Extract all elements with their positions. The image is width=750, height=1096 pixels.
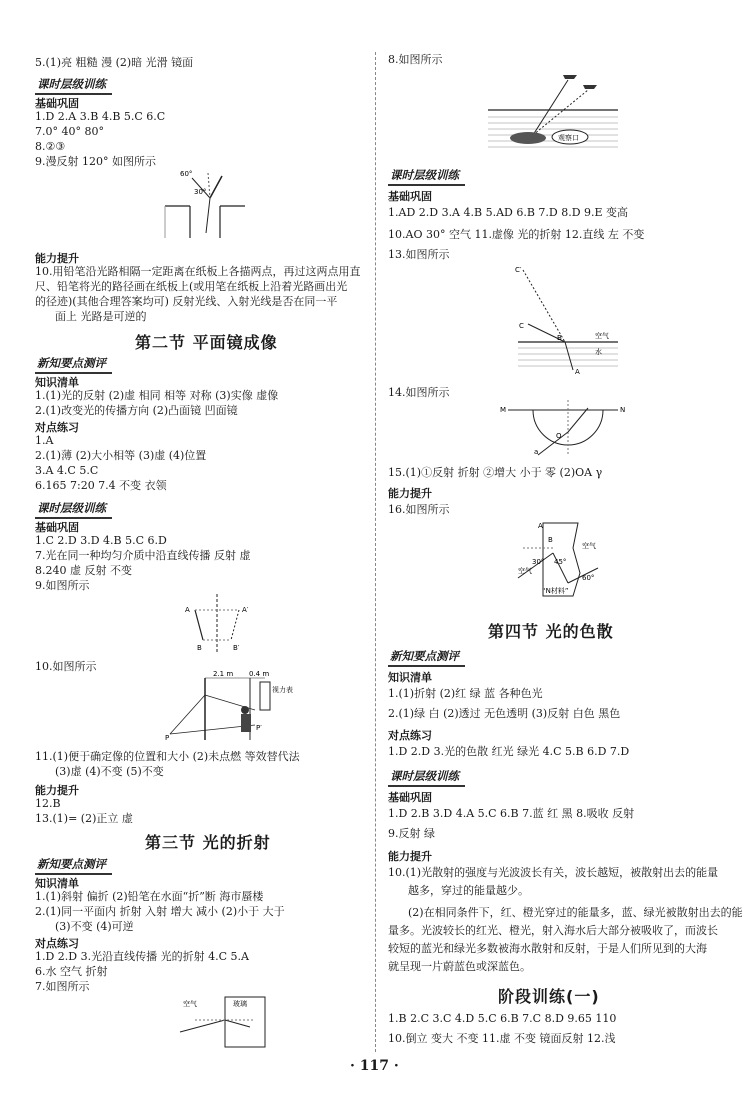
subsection-title: 能力提升	[388, 487, 432, 500]
answer-line: 2.(1)绿 白 (2)透过 无色透明 (3)反射 白色 黑色	[388, 707, 621, 720]
figure-label: 空气	[518, 567, 532, 575]
answer-line: 12.B	[35, 797, 61, 810]
figure-label: 视力表	[272, 686, 293, 694]
subsection-title: 能力提升	[35, 252, 79, 265]
answer-line: 面上 光路是可逆的	[55, 310, 147, 323]
subsection-title: 能力提升	[35, 784, 79, 797]
column-divider	[375, 52, 376, 1052]
answer-line: 8.如图所示	[388, 53, 443, 66]
answer-line: 1.D 2.D 3.光的色散 红光 绿光 4.C 5.B 6.D 7.D	[388, 745, 630, 758]
chapter-title: 第四节 光的色散	[488, 622, 614, 641]
figure-label: 60°	[582, 574, 595, 582]
figure-label: C	[519, 322, 524, 330]
section-header: 新知要点测评	[388, 648, 465, 667]
answer-line: 15.(1)①反射 折射 ②增大 小于 零 (2)OA γ	[388, 466, 603, 479]
figure-label: 2.1 m	[213, 670, 234, 678]
answer-line: 2.(1)改变光的传播方向 (2)凸面镜 凹面镜	[35, 404, 238, 417]
figure-label: B	[197, 644, 202, 652]
subsection-title: 对点练习	[35, 937, 79, 950]
figure-label: C′	[515, 266, 522, 274]
answer-line: 10.如图所示	[35, 660, 97, 673]
answer-line: 13.(1)= (2)正立 虚	[35, 812, 133, 825]
figure-label: 观察口	[558, 134, 579, 142]
answer-line: 1.A	[35, 434, 54, 447]
figure-label: 水	[595, 348, 602, 356]
figure-label: A	[185, 606, 190, 614]
figure-label: 空气	[582, 542, 596, 550]
figure-label: B	[557, 334, 562, 342]
figure-label: 空气	[183, 1000, 197, 1008]
subsection-title: 对点练习	[35, 421, 79, 434]
answer-line: 9.如图所示	[35, 579, 90, 592]
answer-line: 的径迹)(其他合理答案均可) 反射光线、入射光线是否在同一平	[35, 295, 338, 308]
answer-line: 1.D 2.D 3.光沿直线传播 光的折射 4.C 5.A	[35, 950, 249, 963]
chapter-title: 第三节 光的折射	[145, 833, 271, 852]
answer-line: 7.0° 40° 80°	[35, 125, 104, 138]
answer-line: 10.用铅笔沿光路相隔一定距离在纸板上各描两点，再过这两点用直	[35, 265, 361, 278]
answer-line: 9.漫反射 120° 如图所示	[35, 155, 156, 168]
answer-line: 16.如图所示	[388, 503, 450, 516]
figure-label: B′	[233, 644, 240, 652]
answer-line: 10.倒立 变大 不变 11.虚 不变 镜面反射 12.浅	[388, 1032, 616, 1045]
subsection-title: 基础巩固	[388, 190, 432, 203]
answer-line: 6.水 空气 折射	[35, 965, 108, 978]
subsection-title: 基础巩固	[35, 521, 79, 534]
answer-line: (2)在相同条件下，红、橙光穿过的能量多，蓝、绿光被散射出去的能	[408, 906, 743, 919]
figure-label: A′	[242, 606, 249, 614]
answer-line: 就呈现一片蔚蓝色或深蓝色。	[388, 960, 531, 973]
figure-reflection-9	[160, 168, 250, 240]
answer-line: 1.C 2.D 3.D 4.B 5.C 6.D	[35, 534, 167, 547]
answer-line: 较短的蓝光和绿光多数被海水散射和反射，于是人们所见到的大海	[388, 942, 707, 955]
chapter-title: 第二节 平面镜成像	[135, 333, 278, 352]
section-header: 课时层级训练	[388, 167, 465, 186]
subsection-title: 知识清单	[35, 877, 79, 890]
figure-label: P	[165, 734, 170, 742]
answer-line: 2.(1)同一平面内 折射 入射 增大 减小 (2)小于 大于	[35, 905, 285, 918]
answer-line: 9.反射 绿	[388, 827, 435, 840]
answer-line: 8.②③	[35, 140, 66, 153]
answer-line: 1.D 2.B 3.D 4.A 5.C 6.B 7.蓝 红 黑 8.吸收 反射	[388, 807, 635, 820]
answer-line: 量多。光波较长的红光、橙光，射入海水后大部分被吸收了，而波长	[388, 924, 718, 937]
answer-line: 2.(1)薄 (2)大小相等 (3)虚 (4)位置	[35, 449, 207, 462]
figure-refraction-16	[518, 518, 603, 600]
answer-line: 11.(1)便于确定像的位置和大小 (2)未点燃 等效替代法	[35, 750, 300, 763]
figure-mirror-10	[165, 670, 293, 745]
answer-line: 6.165 7:20 7.4 不变 衣领	[35, 479, 167, 492]
answer-line: 1.(1)光的反射 (2)虚 相同 相等 对称 (3)实像 虚像	[35, 389, 279, 402]
answer-line: 13.如图所示	[388, 248, 450, 261]
figure-label: 0.4 m	[249, 670, 270, 678]
answer-line: 10.AO 30° 空气 11.虚像 光的折射 12.直线 左 不变	[388, 228, 645, 241]
figure-label: 30°	[194, 188, 207, 196]
chapter-title: 阶段训练(一)	[498, 987, 600, 1006]
figure-refraction-13	[513, 262, 623, 380]
figure-label: 空气	[595, 332, 609, 340]
subsection-title: 能力提升	[388, 850, 432, 863]
figure-label: B	[548, 536, 553, 544]
figure-label: N	[620, 406, 626, 414]
answer-line: 5.(1)亮 粗糙 漫 (2)暗 光滑 镜面	[35, 56, 194, 69]
figure-label: P′	[256, 724, 262, 732]
answer-line: 10.(1)光散射的强度与光波波长有关，波长越短，被散射出去的能量	[388, 866, 719, 879]
subsection-title: 知识清单	[35, 376, 79, 389]
answer-line: 7.如图所示	[35, 980, 90, 993]
figure-label: M	[500, 406, 507, 414]
subsection-title: 知识清单	[388, 671, 432, 684]
answer-line: 1.AD 2.D 3.A 4.B 5.AD 6.B 7.D 8.D 9.E 变高	[388, 206, 629, 219]
answer-line: 尺、铅笔将光的路径画在纸板上(或用笔在纸板上沿着光路画出光	[35, 280, 348, 293]
answer-line: 1.(1)折射 (2)红 绿 蓝 各种色光	[388, 687, 543, 700]
figure-label: 30°	[532, 558, 545, 566]
section-header: 课时层级训练	[35, 500, 112, 519]
section-header: 新知要点测评	[35, 856, 112, 875]
figure-label: 45°	[554, 558, 567, 566]
figure-refraction-14	[498, 400, 628, 458]
page-number: · 117 ·	[350, 1058, 399, 1074]
subsection-title: 基础巩固	[388, 791, 432, 804]
figure-label: 玻璃	[233, 1000, 247, 1008]
answer-line: 14.如图所示	[388, 386, 450, 399]
figure-label: 60°	[180, 170, 193, 178]
subsection-title: 基础巩固	[35, 97, 79, 110]
answer-line: 越多，穿过的能量越少。	[408, 884, 529, 897]
figure-refraction-8	[488, 65, 618, 155]
figure-refraction-7	[175, 992, 275, 1050]
figure-label: A	[538, 522, 543, 530]
figure-mirror-9	[175, 592, 260, 654]
subsection-title: 对点练习	[388, 729, 432, 742]
figure-label: A	[575, 368, 580, 376]
answer-line: 1.(1)斜射 偏折 (2)铅笔在水面“折”断 海市蜃楼	[35, 890, 264, 903]
answer-line: 1.D 2.A 3.B 4.B 5.C 6.C	[35, 110, 166, 123]
section-header: 新知要点测评	[35, 355, 112, 374]
answer-line: 8.240 虚 反射 不变	[35, 564, 132, 577]
section-header: 课时层级训练	[35, 76, 112, 95]
answer-line: (3)不变 (4)可逆	[55, 920, 134, 933]
answer-line: 1.B 2.C 3.C 4.D 5.C 6.B 7.C 8.D 9.65 110	[388, 1012, 617, 1025]
answer-line: (3)虚 (4)不变 (5)不变	[55, 765, 164, 778]
figure-label: “N材料”	[542, 587, 569, 595]
answer-line: 7.光在同一种均匀介质中沿直线传播 反射 虚	[35, 549, 251, 562]
section-header: 课时层级训练	[388, 768, 465, 787]
figure-label: a	[534, 448, 539, 456]
figure-label: O	[556, 432, 562, 440]
answer-line: 3.A 4.C 5.C	[35, 464, 99, 477]
